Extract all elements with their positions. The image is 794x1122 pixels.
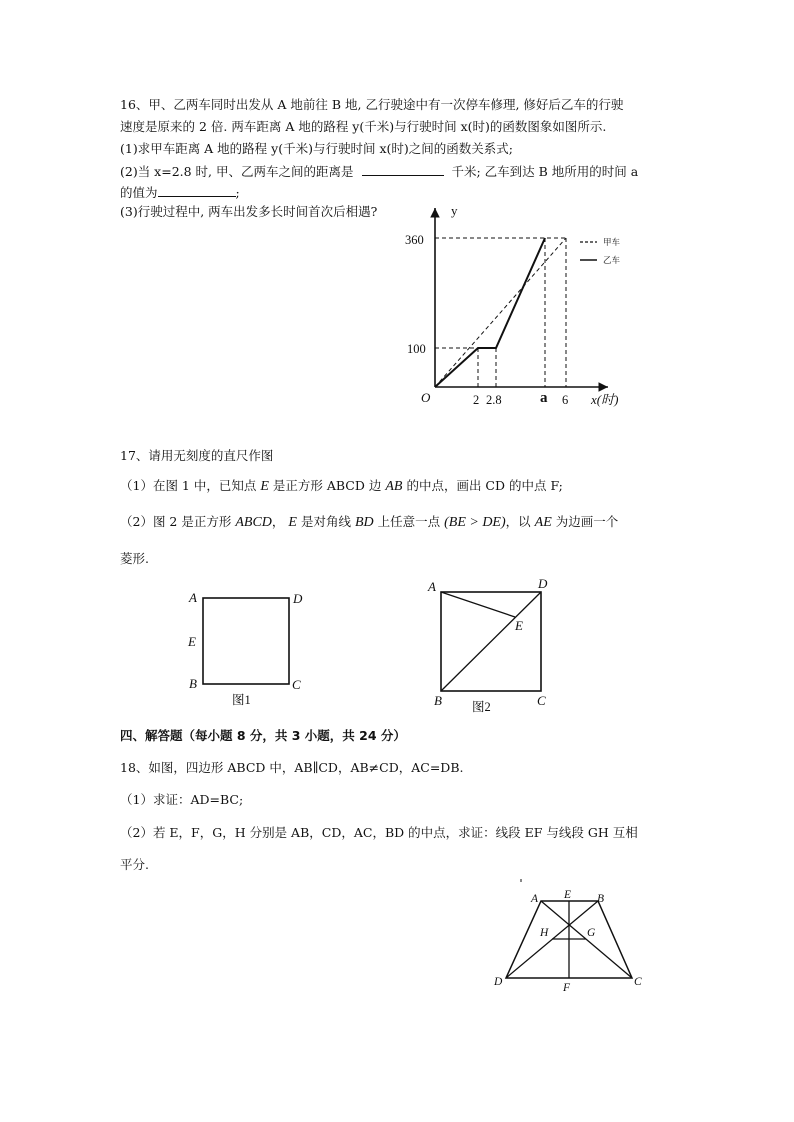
q18-label-f: F (563, 982, 571, 994)
q17-p2-text-c: 是对角线 (300, 514, 351, 529)
q16-a-suffix: ; (235, 185, 240, 200)
fig2-label-e: E (515, 618, 523, 633)
q18-label-h: H (540, 927, 549, 939)
q18-line-1: 18、如图，四边形 ABCD 中，AB∥CD，AB≠CD，AC=DB. (120, 760, 464, 775)
q16-x-axis-label: x(时) (591, 392, 619, 407)
q17-p2-text-f: 为边画一个 (555, 514, 619, 529)
q17-p2-text-a: （2）图 2 是正方形 (120, 514, 232, 529)
q16-line-2: 速度是原来的 2 倍. 两车距离 A 地的路程 y(千米)与行驶时间 x(时)的函数图象如图所示. (120, 119, 607, 134)
q16-line-6: (3)行驶过程中, 两车出发多长时间首次后相遇? (120, 204, 378, 219)
q17-p1-point-e: E (260, 479, 269, 494)
q17-p2-diagonal-bd: BD (354, 515, 374, 530)
q17-p2-comma: ， (271, 514, 285, 529)
q16-x-tick-a: a (540, 390, 548, 406)
q17-p2-square: ABCD (235, 515, 272, 530)
q17-p1-text-a: （1）在图 1 中，已知点 (120, 478, 257, 493)
q18-label-e: E (564, 889, 572, 901)
q16-legend-yi: 乙车 (603, 255, 621, 265)
q16-line-1: 16、甲、乙两车同时出发从 A 地前往 B 地, 乙行驶途中有一次停车修理, 修好后乙车的行驶 (120, 97, 624, 112)
q16-y-axis-label: y (451, 203, 458, 218)
q17-p2-segment-ae: AE (534, 515, 552, 530)
q16-origin-label: O (421, 390, 431, 405)
q17-p1-text-c: 的中点，画出 CD 的中点 F; (406, 478, 563, 493)
q16-x-tick-2-8: 2.8 (486, 393, 502, 407)
q17-p2-point-e: E (288, 515, 297, 530)
q17-part2-end: 菱形. (120, 551, 149, 566)
fig1-label-d: D (293, 591, 303, 606)
q18-line-3: （2）若 E，F，G，H 分别是 AB，CD，AC，BD 的中点，求证：线段 EF 与线段 GH 互相 (120, 825, 638, 840)
fig2-label-d: D (538, 576, 548, 591)
q18-label-a: A (531, 893, 539, 905)
q16-part2-text-b: 千米; 乙车到达 B 地所用的时间 a (451, 164, 639, 179)
q18-line-2: （1）求证：AD=BC; (120, 792, 244, 807)
fig1-label-e: E (188, 634, 196, 649)
fig1-label-c: C (292, 677, 301, 692)
q16-y-tick-100: 100 (407, 342, 426, 356)
q17-p2-text-e: ，以 (505, 514, 531, 529)
q16-line-3: (1)求甲车距离 A 地的路程 y(千米)与行驶时间 x(时)之间的函数关系式; (120, 141, 513, 156)
q16-legend-jia: 甲车 (603, 237, 621, 247)
q17-p1-segment-ab: AB (385, 479, 403, 494)
fig2-label-a: A (428, 579, 436, 594)
fig2-label-b: B (434, 693, 442, 708)
fig2-label-c: C (537, 693, 546, 708)
q16-x-tick-6: 6 (562, 393, 569, 407)
q16-x-tick-2: 2 (473, 393, 480, 407)
q17-p2-text-d: 上任意一点 (377, 514, 441, 529)
q16-a-label: 的值为 (120, 185, 158, 200)
fig1-label-a: A (189, 590, 197, 605)
q16-y-tick-360: 360 (405, 233, 424, 247)
q17-p2-condition: (BE > DE) (444, 515, 506, 530)
q17-title: 17、请用无刻度的直尺作图 (120, 448, 274, 463)
section-4-title: 四、解答题（每小题 8 分，共 3 小题，共 24 分） (120, 728, 406, 743)
fig2-caption: 图2 (472, 700, 491, 714)
q18-label-b: B (597, 893, 605, 905)
fig1-label-b: B (189, 676, 197, 691)
q18-label-c: C (634, 976, 642, 988)
q18-label-d: D (494, 976, 503, 988)
q18-line-4: 平分. (120, 857, 149, 872)
q18-label-g: G (587, 927, 596, 939)
q16-part2-text: (2)当 x=2.8 时, 甲、乙两车之间的距离是 (120, 164, 354, 179)
fig1-caption: 图1 (232, 693, 251, 707)
q17-p1-text-b: 是正方形 ABCD 边 (272, 478, 382, 493)
